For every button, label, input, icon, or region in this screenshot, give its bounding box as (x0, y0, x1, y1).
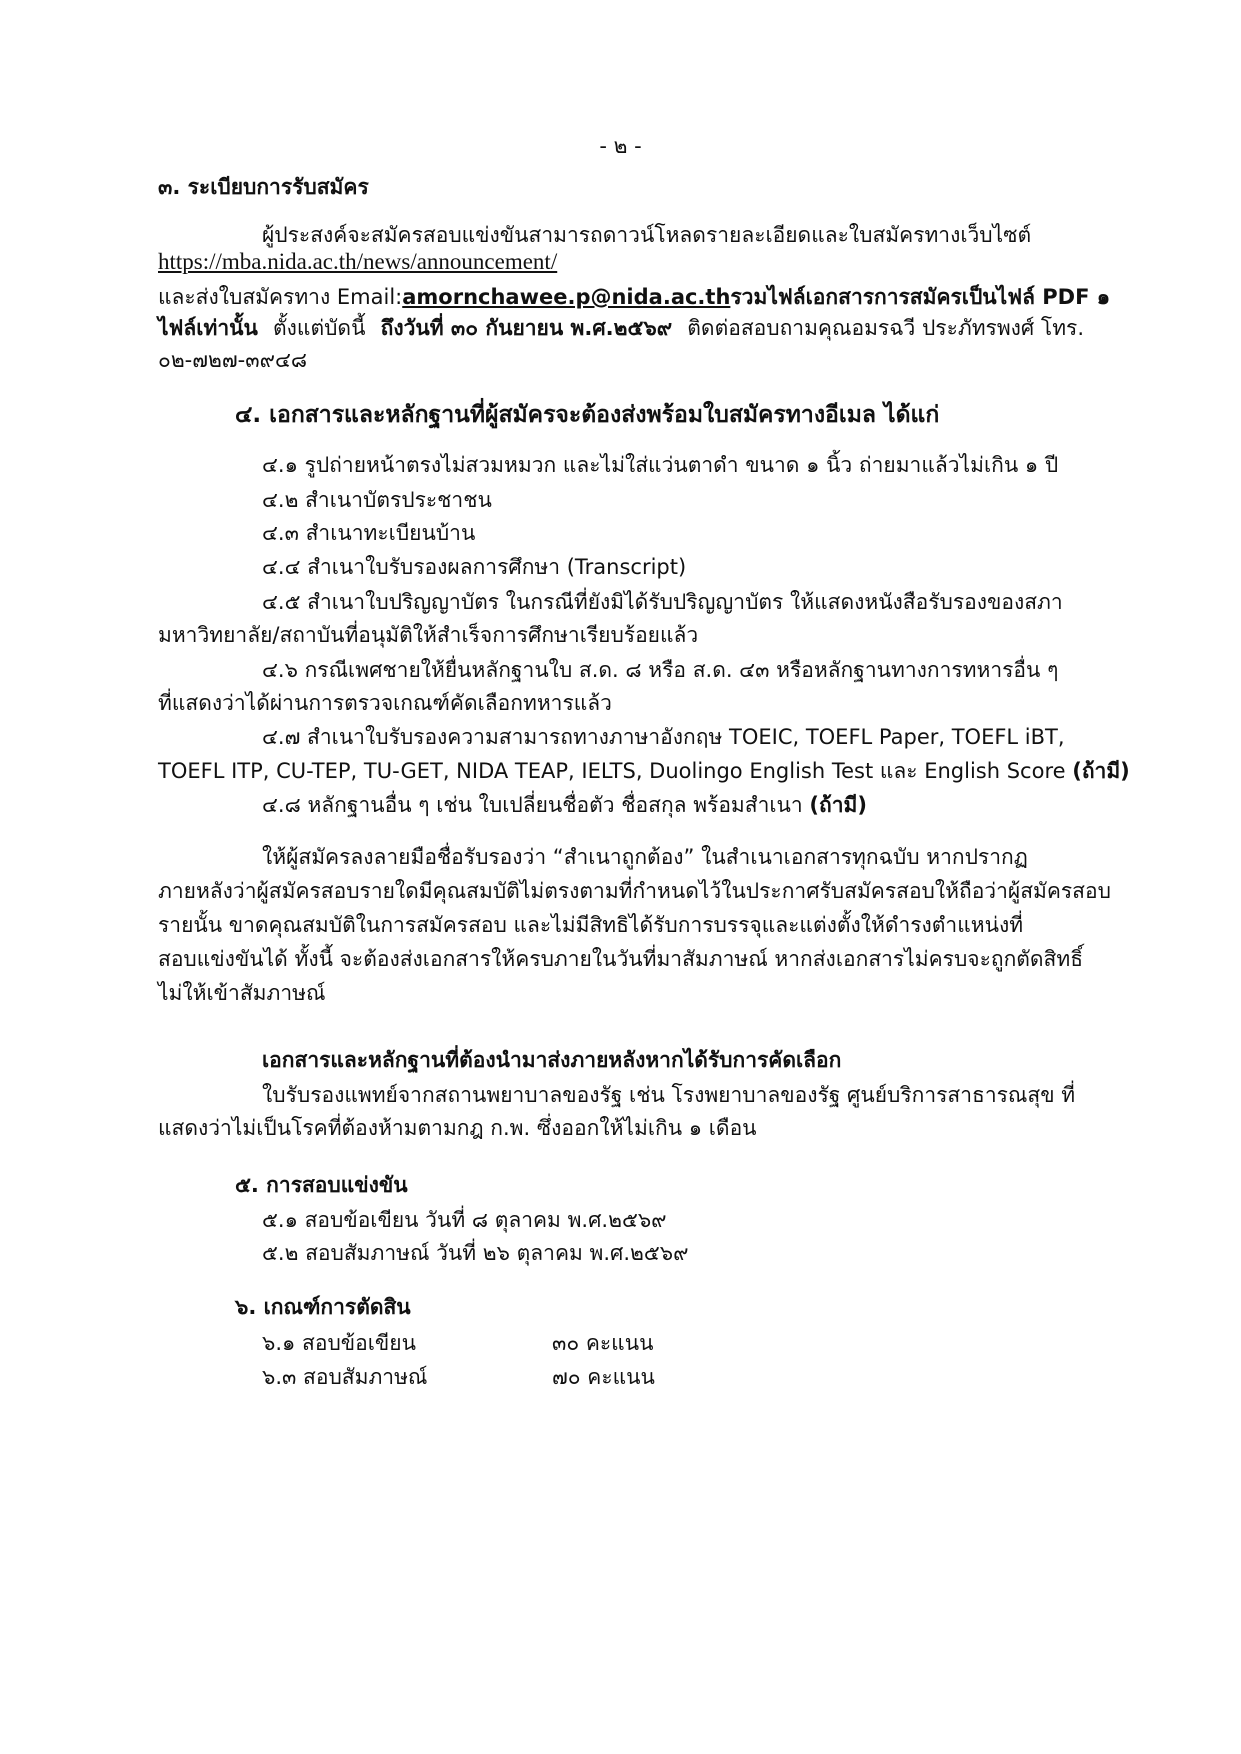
score-row (262, 1328, 654, 1358)
s4-item-5-line1: ๔.๕ สำเนาใบปริญญาบัตร ในกรณีที่ยังมิได้รับปริญญาบัตร ให้แสดงหนังสือรับรองของสภา (262, 590, 1063, 614)
section-3-heading: ๓. ระเบียบการรับสมัคร (158, 175, 369, 199)
later-docs-line2: แสดงว่าไม่เป็นโรคที่ต้องห้ามตามกฎ ก.พ. ซึ่งออกให้ไม่เกิน ๑ เดือน (158, 1116, 757, 1140)
page-number: - ๒ - (599, 134, 642, 158)
s4-note-line5: ไม่ให้เข้าสัมภาษณ์ (158, 981, 326, 1005)
score-points: ๓๐ คะแนน (552, 1331, 654, 1355)
s4-item-5-line2: มหาวิทยาลัย/สถาบันที่อนุมัติให้สำเร็จการศึกษาเรียบร้อยแล้ว (158, 623, 699, 647)
s3-email-line (158, 282, 1111, 312)
s4-item-3: ๔.๓ สำเนาทะเบียนบ้าน (262, 521, 476, 545)
deadline-normal-a: ตั้งแต่บัดนี้ (273, 316, 366, 340)
s4-item-8-text: ๔.๘ หลักฐานอื่น ๆ เช่น ใบเปลี่ยนชื่อตัว ชื่อสกุล พร้อมสำเนา (262, 793, 803, 817)
if-any-label: (ถ้ามี) (1072, 759, 1130, 783)
s4-item-2: ๔.๒ สำเนาบัตรประชาชน (262, 488, 492, 512)
s3-url-link[interactable] (158, 247, 557, 277)
if-any-label: (ถ้ามี) (809, 793, 867, 817)
s4-item-4: ๔.๔ สำเนาใบรับรองผลการศึกษา (Transcript) (262, 555, 687, 579)
score-label: ๖.๑ สอบข้อเขียน (262, 1331, 416, 1355)
deadline-normal-b: ติดต่อสอบถามคุณอมรฉวี ประภัทรพงศ์ โทร. (687, 316, 1084, 340)
s5-item-1: ๕.๑ สอบข้อเขียน วันที่ ๘ ตุลาคม พ.ศ.๒๕๖๙ (262, 1208, 667, 1232)
s4-item-7-line1: ๔.๗ สำเนาใบรับรองความสามารถทางภาษาอังกฤษ TOEIC, TOEFL Paper, TOEFL iBT, (262, 725, 1065, 749)
s4-note-line4: สอบแข่งขันได้ ทั้งนี้ จะต้องส่งเอกสารให้ครบภายในวันที่มาสัมภาษณ์ หากส่งเอกสารไม่ครบจะถูกตัดสิทธิ์ (158, 947, 1084, 971)
s4-item-6-line1: ๔.๖ กรณีเพศชายให้ยื่นหลักฐานใบ ส.ด. ๘ หรือ ส.ด. ๔๓ หรือหลักฐานทางการทหารอื่น ๆ (262, 658, 1059, 682)
s3-deadline-line (158, 313, 1084, 343)
deadline-bold-a: ไฟล์เท่านั้น (158, 316, 258, 340)
email-prefix: และส่งใบสมัครทาง Email: (158, 285, 403, 309)
score-points: ๗๐ คะแนน (552, 1365, 655, 1389)
score-label: ๖.๓ สอบสัมภาษณ์ (262, 1365, 428, 1389)
section-5-heading: ๕. การสอบแข่งขัน (235, 1173, 408, 1197)
section-6-heading: ๖. เกณฑ์การตัดสิน (235, 1295, 411, 1319)
later-docs-heading: เอกสารและหลักฐานที่ต้องนำมาส่งภายหลังหากได้รับการคัดเลือก (262, 1048, 842, 1072)
s4-item-7-tests: TOEFL ITP, CU-TEP, TU-GET, NIDA TEAP, IELTS, Duolingo English Test และ English Score (158, 759, 1066, 783)
s4-note-line3: รายนั้น ขาดคุณสมบัติในการสมัครสอบ และไม่มีสิทธิได้รับการบรรจุและแต่งตั้งให้ดำรงตำแหน่งที่ (158, 913, 1024, 937)
email-bold-after: รวมไฟล์เอกสารการสมัครเป็นไฟล์ PDF ๑ (730, 285, 1111, 309)
section-4-heading: ๔. เอกสารและหลักฐานที่ผู้สมัครจะต้องส่งพร้อมใบสมัครทางอีเมล ได้แก่ (235, 402, 940, 428)
url-text[interactable]: https://mba.nida.ac.th/news/announcement/ (158, 249, 558, 274)
s4-item-6-line2: ที่แสดงว่าได้ผ่านการตรวจเกณฑ์คัดเลือกทหารแล้ว (158, 691, 612, 715)
later-docs-line1: ใบรับรองแพทย์จากสถานพยาบาลของรัฐ เช่น โรงพยาบาลของรัฐ ศูนย์บริการสาธารณสุข ที่ (262, 1083, 1076, 1107)
s4-item-1: ๔.๑ รูปถ่ายหน้าตรงไม่สวมหมวก และไม่ใส่แว่นตาดำ ขนาด ๑ นิ้ว ถ่ายมาแล้วไม่เกิน ๑ ปี (262, 453, 1059, 477)
s3-phone: ๐๒-๗๒๗-๓๙๔๘ (158, 348, 308, 372)
s4-item-8 (262, 790, 867, 820)
s4-note-line2: ภายหลังว่าผู้สมัครสอบรายใดมีคุณสมบัติไม่ตรงตามที่กำหนดไว้ในประกาศรับสมัครสอบให้ถือว่าผู้สมัครสอบ (158, 879, 1111, 903)
s4-note-line1: ให้ผู้สมัครลงลายมือชื่อรับรองว่า “สำเนาถูกต้อง” ในสำเนาเอกสารทุกฉบับ หากปรากฏ (262, 845, 1028, 869)
email-link[interactable]: amornchawee.p@nida.ac.th (402, 285, 731, 309)
s3-paragraph-line1: ผู้ประสงค์จะสมัครสอบแข่งขันสามารถดาวน์โหลดรายละเอียดและใบสมัครทางเว็บไซต์ (262, 223, 1032, 247)
deadline-bold-b: ถึงวันที่ ๓๐ กันยายน พ.ศ.๒๕๖๙ (380, 316, 673, 340)
score-row (262, 1362, 655, 1392)
s4-item-7-line2 (158, 756, 1130, 786)
s5-item-2: ๕.๒ สอบสัมภาษณ์ วันที่ ๒๖ ตุลาคม พ.ศ.๒๕๖๙ (262, 1241, 689, 1265)
